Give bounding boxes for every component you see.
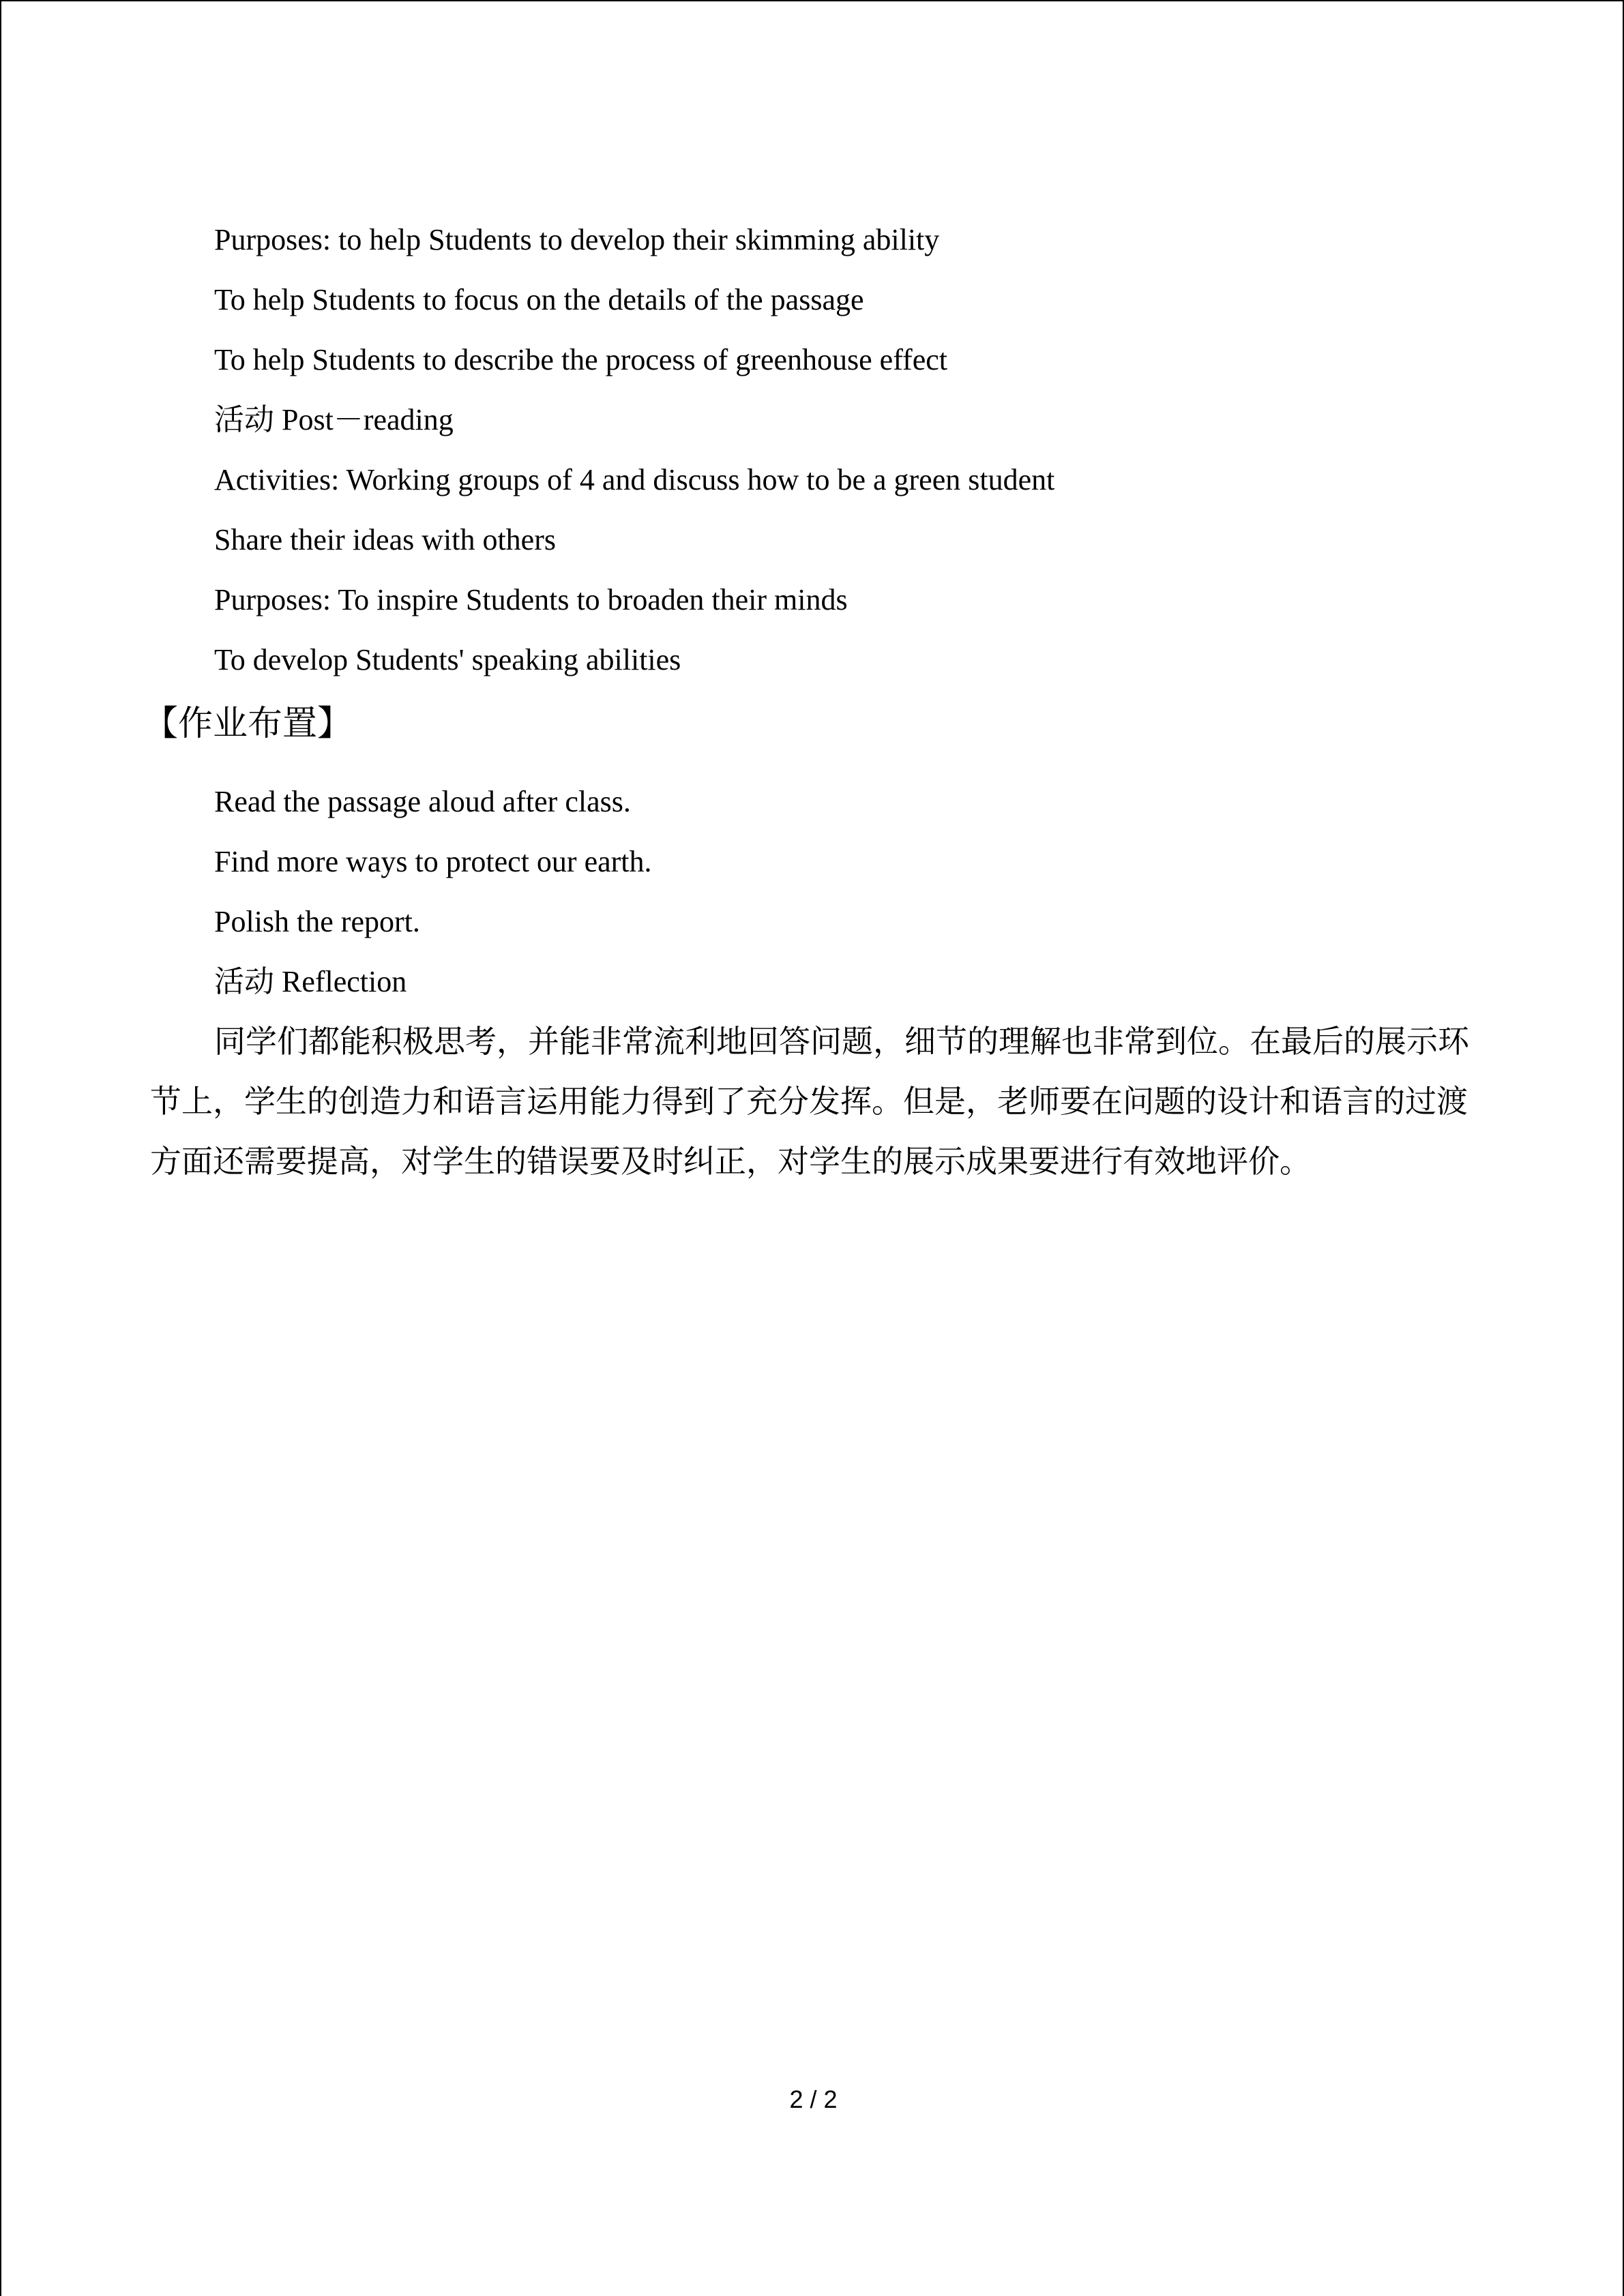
text-line: Activities: Working groups of 4 and discuss how to be a green student: [214, 463, 1055, 496]
text-line: To help Students to describe the process of greenhouse effect: [214, 343, 947, 376]
text-line: Share their ideas with others: [214, 523, 556, 556]
activity-label: 活动 Reflection: [214, 965, 407, 998]
text-line: Purposes: to help Students to develop their skimming ability: [214, 223, 940, 256]
homework-heading: 【作业布置】: [143, 704, 353, 744]
text-line: To develop Students' speaking abilities: [214, 643, 681, 676]
text-line: To help Students to focus on the details of the passage: [214, 283, 864, 316]
reflection-paragraph: 同学们都能积极思考，并能非常流利地回答问题，细节的理解也非常到位。在最后的展示环节上，学生的创造力和语言运用能力得到了充分发挥。但是，老师要在问题的设计和语言的过渡方面还需要提高，对学生的错误要及时纠正，对学生的展示成果要进行有效地评价。: [150, 1024, 1469, 1179]
text-line: Find more ways to protect our earth.: [214, 845, 652, 878]
page-content: [143, 210, 1477, 1192]
text-line: Polish the report.: [214, 905, 420, 938]
text-line: Purposes: To inspire Students to broaden their minds: [214, 583, 848, 616]
page-number: 2 / 2: [789, 2085, 838, 2113]
activity-label: 活动 Post－reading: [214, 403, 454, 436]
text-line: Read the passage aloud after class.: [214, 785, 631, 818]
